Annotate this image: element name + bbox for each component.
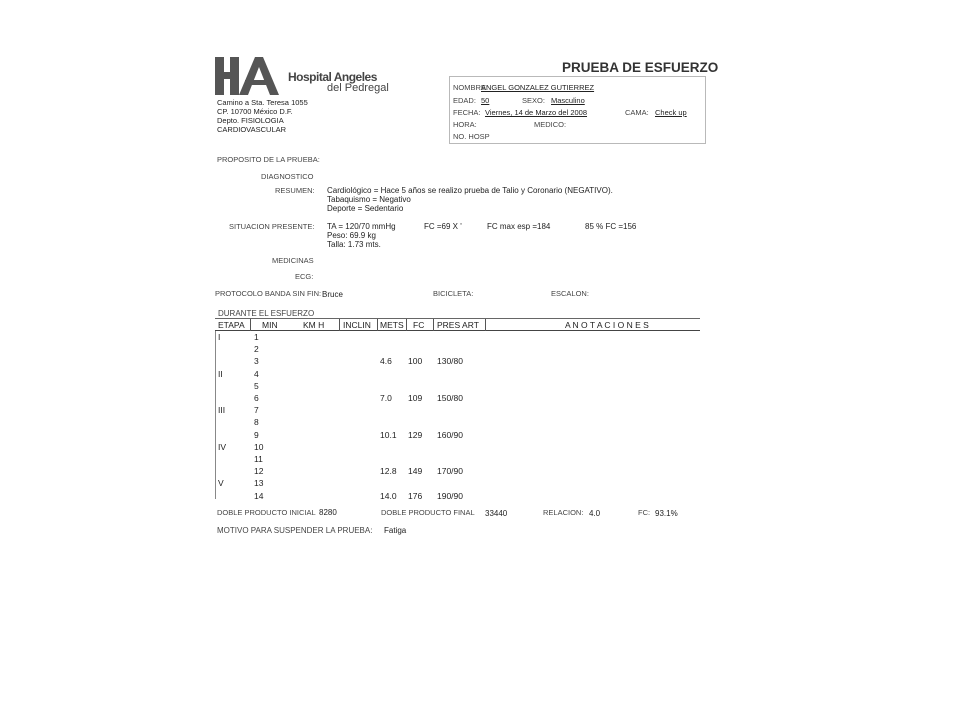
escalon-label: ESCALON: [551,289,589,298]
table-cell-min: 4 [254,368,259,379]
hospital-address [217,98,308,134]
sexo-value: Masculino [551,96,585,105]
table-cell-min: 1 [254,332,259,342]
col-separator [406,319,407,331]
table-cell-fc: 149 [408,466,423,477]
protocolo-value: Bruce [322,290,343,299]
table-cell-min: 7 [254,405,259,416]
resumen-label: RESUMEN: [275,186,315,195]
fc85-value: 85 % FC =156 [585,222,637,231]
address-line: Depto. FISIOLOGIA [217,116,284,125]
edad-value: 50 [481,96,490,105]
table-top-rule [215,318,700,319]
sexo-label: SEXO: [522,96,545,105]
col-header-mets: METS [380,320,404,330]
col-separator [250,319,251,331]
relacion-value: 4.0 [589,509,601,518]
medico-label: MEDICO: [534,120,567,129]
col-header-kmh: KM H [303,320,325,330]
col-header-anotaciones: A N O T A C I O N E S [565,320,649,330]
doble-final-value: 33440 [485,509,508,518]
table-cell-min: 2 [254,344,259,355]
col-header-min: MIN [262,320,278,330]
doble-inicial-value: 8280 [319,508,337,517]
table-cell-etapa: IV [218,441,227,452]
address-line: CARDIOVASCULAR [217,125,287,134]
col-header-etapa: ETAPA [218,320,245,330]
table-cell-min: 10 [254,441,264,452]
ecg-label: ECG: [295,272,314,281]
nombre-value: ANGEL GONZALEZ GUTIERREZ [481,83,595,92]
table-cell-pres: 150/80 [437,393,463,403]
table-cell-min: 13 [254,478,264,489]
fc-max-value: FC max esp =184 [487,222,551,231]
doble-final-label: DOBLE PRODUCTO FINAL [381,508,475,517]
fecha-label: FECHA: [453,108,481,117]
table-cell-mets: 14.0 [380,490,397,501]
table-cell-min: 3 [254,356,259,367]
etapa-left-rule [215,331,216,499]
table-cell-fc: 176 [408,490,423,501]
col-separator [485,319,486,331]
table-cell-min: 8 [254,417,259,428]
talla-value: Talla: 1.73 mts. [327,240,381,249]
proposito-label: PROPOSITO DE LA PRUEBA: [217,155,320,164]
relacion-label: RELACION: [543,508,584,517]
address-line: Camino a Sta. Teresa 1055 [217,98,308,107]
ta-value: TA = 120/70 mmHg [327,222,396,231]
table-cell-fc: 100 [408,356,423,367]
doble-inicial-label: DOBLE PRODUCTO INICIAL [217,508,316,517]
table-header-rule [215,330,700,331]
col-separator [339,319,340,331]
bicicleta-label: BICICLETA: [433,289,474,298]
situacion-label: SITUACION PRESENTE: [229,222,315,231]
col-header-inclin: INCLIN [343,320,371,330]
table-cell-mets: 4.6 [380,356,392,367]
hospital-name-line2: del Pedregal [327,82,389,94]
table-cell-min: 5 [254,380,259,391]
table-cell-pres: 130/80 [437,356,463,367]
hora-label: HORA: [453,120,477,129]
hospital-name-line1: Hospital Angeles [288,70,377,84]
table-cell-min: 9 [254,429,259,440]
col-header-fc: FC [413,320,425,330]
col-header-pres-art: PRES ART [437,320,479,330]
motivo-label: MOTIVO PARA SUSPENDER LA PRUEBA: [217,526,373,535]
table-cell-pres: 160/90 [437,429,463,440]
fc-value: FC =69 X ' [424,222,462,231]
medicinas-label: MEDICINAS [272,256,314,265]
document-title: PRUEBA DE ESFUERZO [562,60,719,75]
table-cell-fc: 129 [408,429,423,440]
motivo-value: Fatiga [384,526,407,535]
section-label-esfuerzo: DURANTE EL ESFUERZO [218,309,315,318]
edad-label: EDAD: [453,96,476,105]
table-cell-min: 6 [254,393,259,403]
table-cell-pres: 170/90 [437,466,463,477]
fc-final-label: FC: [638,508,651,517]
cama-label: CAMA: [625,108,649,117]
table-cell-mets: 12.8 [380,466,397,477]
table-cell-min: 11 [254,454,263,464]
address-line: CP. 10700 México D.F. [217,107,293,116]
table-cell-etapa: V [218,478,224,489]
table-cell-mets: 10.1 [380,429,397,440]
col-separator [433,319,434,331]
table-cell-mets: 7.0 [380,393,392,403]
table-cell-etapa: III [218,405,226,416]
nohosp-label: NO. HOSP [453,132,490,141]
resumen-line: Tabaquismo = Negativo [327,195,411,204]
table-cell-min: 14 [254,490,264,501]
nombre-label: NOMBRE: [453,83,489,92]
table-cell-fc: 109 [408,393,423,403]
fecha-value: Viernes, 14 de Marzo del 2008 [485,108,588,117]
col-separator [377,319,378,331]
resumen-line: Cardiológico = Hace 5 años se realizo prueba de Talio y Coronario (NEGATIVO). [327,186,613,195]
resumen-line: Deporte = Sedentario [327,204,404,213]
cama-value: Check up [655,108,687,117]
table-cell-pres: 190/90 [437,490,463,501]
peso-value: Peso: 69.9 kg [327,231,376,240]
resumen-text [327,186,613,213]
table-cell-min: 12 [254,466,264,477]
diagnostico-label: DIAGNOSTICO [261,172,314,181]
table-cell-etapa: II [218,368,223,379]
table-cell-etapa: I [218,332,221,342]
fc-final-value: 93.1% [655,509,678,518]
protocolo-label: PROTOCOLO BANDA SIN FIN: [215,289,322,298]
